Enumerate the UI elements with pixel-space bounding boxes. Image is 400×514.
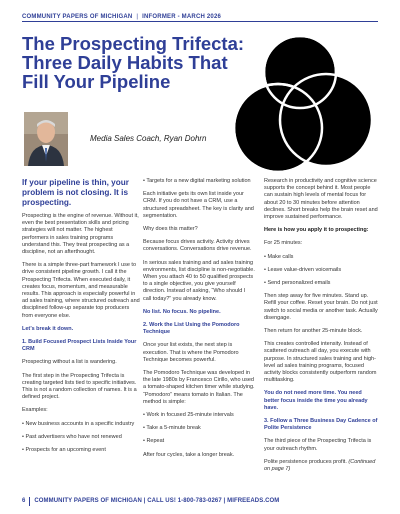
section-heading-1: 1. Build Focused Prospect Lists Inside Your CRM: [22, 339, 137, 353]
bullet-item: • Targets for a new digital marketing solution: [143, 178, 251, 184]
page-number: 6: [22, 498, 26, 504]
paragraph: For 25 minutes:: [264, 240, 303, 247]
article-column-3: [264, 178, 378, 479]
bullet-item: • Take a 5-minute break: [143, 425, 201, 432]
emphasis-line: No list. No focus. No pipeline.: [143, 308, 221, 315]
paragraph: Each initiative gets its own list inside your CRM. If you do not have a CRM, use a structured spreadsheet. The key is clarity and segmentation.: [143, 191, 254, 219]
emphasis-line: You do not need more time. You need better focus inside the time you already have.: [264, 390, 368, 411]
bullet-item: • Prospects for an upcoming event: [22, 447, 106, 454]
issue-label: INFORMER - MARCH 2026: [142, 14, 222, 20]
paragraph: The Pomodoro Technique was developed in the late 1980s by Francesco Cirillo, who used a tomato-shaped kitchen timer while studying. “Pomodoro” means tomato in Italian. The method is simple:: [143, 370, 255, 405]
paragraph: Then step away for five minutes. Stand up. Refill your coffee. Reset your brain. Do not just switch to social media or another task. Actually disengage.: [264, 293, 378, 321]
bullet-item: • Repeat: [143, 438, 165, 445]
footer-contact: COMMUNITY PAPERS OF MICHIGAN | CALL US! 1-800-783-0267 | MIFREEADS.COM: [34, 498, 280, 504]
article-column-2: [143, 178, 255, 465]
paragraph: Prospecting without a list is wandering.: [22, 359, 117, 366]
paragraph: Prospecting is the engine of revenue. Without it, even the best presentation skills and pricing strategies will not matter. The highest performers in sales training programs understand this. They treat prospecting as a discipline, not an afterthought.: [22, 213, 139, 256]
bullet-item: • Past advertisers who have not renewed: [22, 433, 122, 440]
paragraph: Why does this matter?: [143, 226, 198, 233]
lead-paragraph: If your pipeline is thin, your problem is not closing. It is prospecting.: [22, 178, 129, 207]
header-separator: |: [136, 14, 139, 20]
section-heading-3: 3. Follow a Three Business Day Cadence of Polite Persistence: [264, 418, 378, 432]
subheading: Here is how you apply it to prospecting:: [264, 227, 369, 234]
paragraph: The third piece of the Prospecting Trifecta is your outreach rhythm.: [264, 438, 372, 452]
page-header: [22, 9, 378, 25]
publication-name: COMMUNITY PAPERS OF MICHIGAN: [22, 14, 133, 20]
section-heading-2: 2. Work the List Using the Pomodoro Technique: [143, 322, 240, 336]
page-footer: [22, 495, 378, 507]
closing-line: Polite persistence produces profit.: [264, 458, 347, 465]
paragraph: Then return for another 25-minute block.: [264, 328, 363, 335]
bullet-item: • Work in focused 25-minute intervals: [143, 412, 234, 419]
bullet-item: • Make calls: [264, 253, 294, 260]
paragraph: Because focus drives activity. Activity drives conversations. Conversations drive revenue.: [143, 239, 252, 253]
bullet-item: • New business accounts in a specific industry: [22, 420, 135, 427]
footer-divider: [29, 497, 30, 506]
paragraph: There is a simple three-part framework I use to drive consistent pipeline growth. I call it the Prospecting Trifecta. When executed daily, it creates focus, momentum, and measurable results. This approach is especially powerful in ad sales training, where structured outreach and disciplined follow-up separate top producers from everyone else.: [22, 262, 140, 319]
title-line-2: Three Daily Habits That: [22, 52, 228, 73]
paragraph: The first step in the Prospecting Trifecta is creating targeted lists tied to specific initiatives. This is not a random collection of names. It is a defined project.: [22, 372, 137, 401]
title-line-3: Fill Your Pipeline: [22, 71, 171, 92]
paragraph: Research in productivity and cognitive science supports the concept behind it. Most people can sustain high levels of mental focus for about 20 to 30 minutes before attention declines. Short breaks help the brain reset and improve sustained performance.: [264, 178, 378, 221]
author-byline: Media Sales Coach, Ryan Dohrn: [90, 134, 207, 143]
paragraph: [264, 459, 378, 473]
article-column-1: [22, 178, 140, 460]
continued-link[interactable]: (Continued on page 7): [264, 458, 376, 473]
subheading: Let’s break it down.: [22, 325, 74, 332]
paragraph: Examples:: [22, 407, 48, 414]
trifecta-venn-diagram: [222, 34, 378, 174]
paragraph: After four cycles, take a longer break.: [143, 451, 235, 458]
bullet-item: • Leave value-driven voicemails: [264, 266, 342, 273]
paragraph: This creates controlled intensity. Instead of scattered outreach all day, you execute with purpose. In structured sales training and high-level ad sales training programs, focused activity blocks consistently outperform random multitasking.: [264, 341, 377, 384]
header-rule: [22, 21, 378, 22]
title-line-1: The Prospecting Trifecta:: [22, 33, 245, 54]
paragraph: Once your list exists, the next step is execution. That is where the Pomodoro Technique becomes powerful.: [143, 342, 239, 363]
paragraph: In serious sales training and ad sales training environments, list discipline is non-negotiable. When you attach 40 to 50 qualified prospects to a single objective, you give yourself direction. Instead of asking, “Who should I call today?” you already know.: [143, 259, 255, 302]
author-photo: [24, 112, 68, 166]
bullet-item: • Send personalized emails: [264, 280, 331, 287]
